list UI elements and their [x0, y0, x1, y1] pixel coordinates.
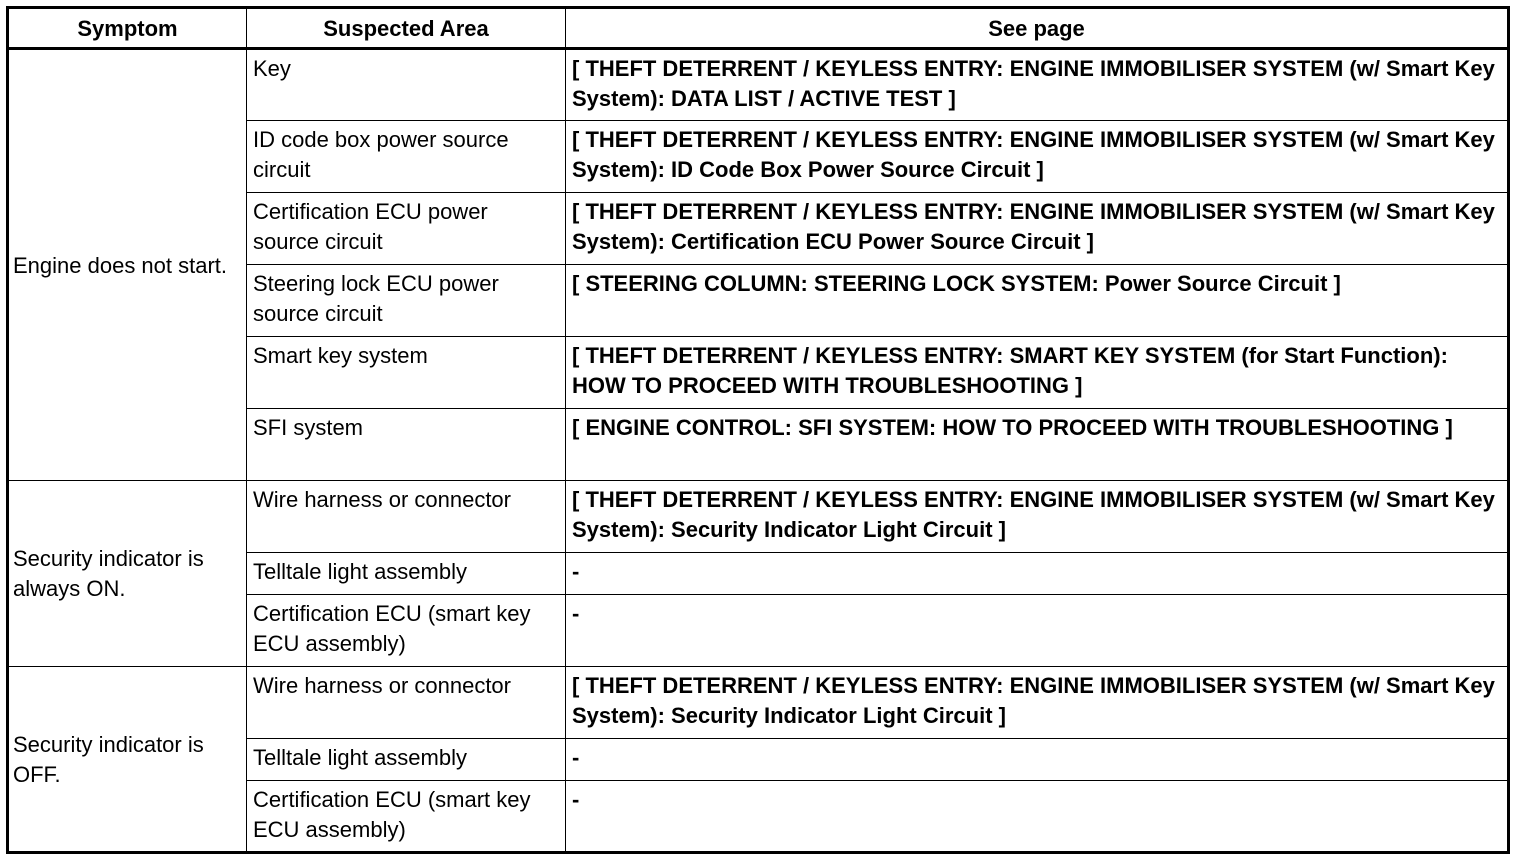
see-page-cell: [ THEFT DETERRENT / KEYLESS ENTRY: SMART KEY SYSTEM (for Start Function): HOW TO PROCEED WITH TROUBLESHOOTING ] — [566, 337, 1509, 409]
see-page-cell: - — [566, 781, 1509, 853]
symptom-cell: Security indicator is OFF. — [8, 667, 247, 853]
see-page-cell: [ ENGINE CONTROL: SFI SYSTEM: HOW TO PROCEED WITH TROUBLESHOOTING ] — [566, 409, 1509, 481]
see-page-cell: [ THEFT DETERRENT / KEYLESS ENTRY: ENGINE IMMOBILISER SYSTEM (w/ Smart Key System): Security Indicator Light Circuit ] — [566, 667, 1509, 739]
see-page-cell: - — [566, 553, 1509, 595]
suspected-area-cell: Steering lock ECU power source circuit — [247, 265, 566, 337]
see-page-cell: [ THEFT DETERRENT / KEYLESS ENTRY: ENGINE IMMOBILISER SYSTEM (w/ Smart Key System): ID Code Box Power Source Circuit ] — [566, 121, 1509, 193]
suspected-area-cell: Smart key system — [247, 337, 566, 409]
table-row — [8, 49, 1509, 121]
suspected-area-cell: ID code box power source circuit — [247, 121, 566, 193]
suspected-area-cell: Telltale light assembly — [247, 739, 566, 781]
table-row — [8, 667, 1509, 739]
suspected-area-cell: Certification ECU power source circuit — [247, 193, 566, 265]
see-page-cell: [ THEFT DETERRENT / KEYLESS ENTRY: ENGINE IMMOBILISER SYSTEM (w/ Smart Key System): DATA LIST / ACTIVE TEST ] — [566, 49, 1509, 121]
troubleshooting-table — [6, 6, 1510, 854]
table-row — [8, 481, 1509, 553]
see-page-cell: [ THEFT DETERRENT / KEYLESS ENTRY: ENGINE IMMOBILISER SYSTEM (w/ Smart Key System): Security Indicator Light Circuit ] — [566, 481, 1509, 553]
symptom-cell: Security indicator is always ON. — [8, 481, 247, 667]
suspected-area-cell: Key — [247, 49, 566, 121]
header-see-page: See page — [566, 8, 1509, 49]
suspected-area-cell: Certification ECU (smart key ECU assembly) — [247, 781, 566, 853]
suspected-area-cell: Telltale light assembly — [247, 553, 566, 595]
see-page-cell: - — [566, 595, 1509, 667]
suspected-area-cell: SFI system — [247, 409, 566, 481]
suspected-area-cell: Wire harness or connector — [247, 667, 566, 739]
header-symptom: Symptom — [8, 8, 247, 49]
header-suspected-area: Suspected Area — [247, 8, 566, 49]
suspected-area-cell: Certification ECU (smart key ECU assembly) — [247, 595, 566, 667]
header-row — [8, 8, 1509, 49]
symptom-cell: Engine does not start. — [8, 49, 247, 481]
see-page-cell: [ STEERING COLUMN: STEERING LOCK SYSTEM: Power Source Circuit ] — [566, 265, 1509, 337]
see-page-cell: - — [566, 739, 1509, 781]
suspected-area-cell: Wire harness or connector — [247, 481, 566, 553]
see-page-cell: [ THEFT DETERRENT / KEYLESS ENTRY: ENGINE IMMOBILISER SYSTEM (w/ Smart Key System): Certification ECU Power Source Circuit ] — [566, 193, 1509, 265]
